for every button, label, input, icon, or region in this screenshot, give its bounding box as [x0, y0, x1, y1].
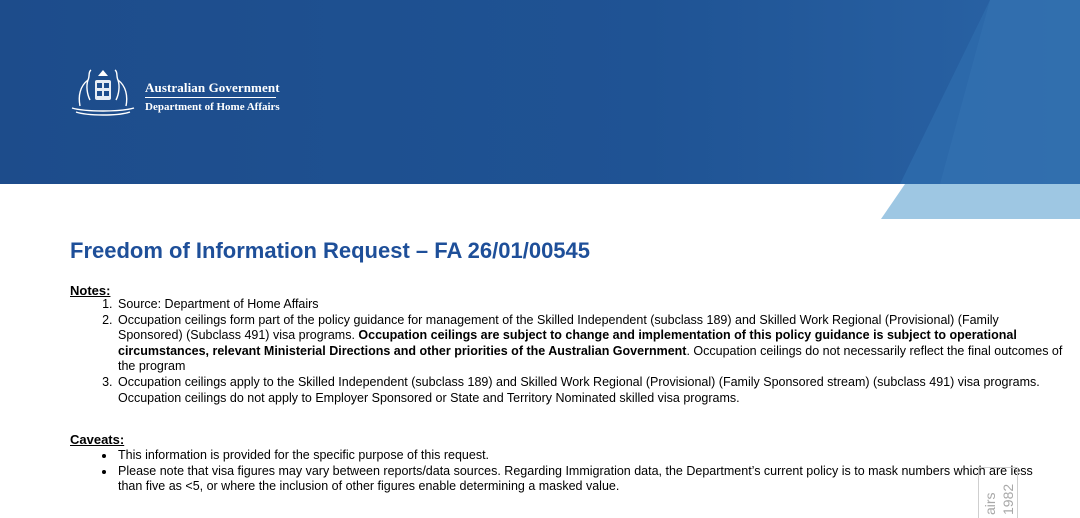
note-item-2-text: Occupation ceilings form part of the policy guidance for management of the Skilled Independent (subclass 189) and Skilled Work Regional (Provisional) (Family Sponsored) (Subclass 491) visa programs. [118, 312, 999, 343]
caveats-list [70, 448, 1036, 495]
caveat-item-1 [116, 448, 1036, 464]
government-divider [145, 97, 276, 98]
stamp-dept-fragment: airs [982, 492, 998, 515]
caveat-item-2 [116, 464, 1036, 495]
government-name: Australian Government [145, 80, 280, 95]
note-item-2-text-end: . Occupation ceilings do not necessarily reflect the final outcomes of the program [118, 343, 1063, 374]
note-item-3-text: Occupation ceilings apply to the Skilled Independent (subclass 189) and Skilled Work Regional (Provisional) (Family Sponsored stream) (subclass 491) visa programs. Occupation ceilings do not apply to Employer Sponsored or State and Territory Nominated skilled visa programs. [118, 374, 1040, 405]
note-item-2 [116, 313, 1066, 375]
caveats-heading: Caveats: [70, 432, 125, 447]
coat-of-arms-logo [68, 66, 138, 122]
caveat-item-1-text: This information is provided for the specific purpose of this request. [118, 448, 490, 462]
caveat-item-2-text: Please note that visa figures may vary between reports/data sources. Regarding Immigration data, the Department’s current policy is to mask numbers which are less than five as <5, or where the inclusion of other figures enable determining a masked value. [118, 463, 1033, 494]
note-item-1 [116, 297, 1066, 313]
note-item-3 [116, 375, 1066, 406]
note-item-1-text: Source: Department of Home Affairs [118, 297, 319, 311]
notes-heading: Notes: [70, 283, 111, 298]
stamp-year: 1982 [1000, 483, 1016, 515]
page-title: Freedom of Information Request – FA 26/01/00545 [70, 238, 591, 263]
department-name: Department of Home Affairs [145, 101, 280, 113]
notes-list [70, 297, 1066, 406]
note-item-2-bold-text: Occupation ceilings are subject to change and implementation of this policy guidance is subject to operational circumstances, relevant Ministerial Directions and other priorities of the Australian Government [118, 328, 1017, 358]
